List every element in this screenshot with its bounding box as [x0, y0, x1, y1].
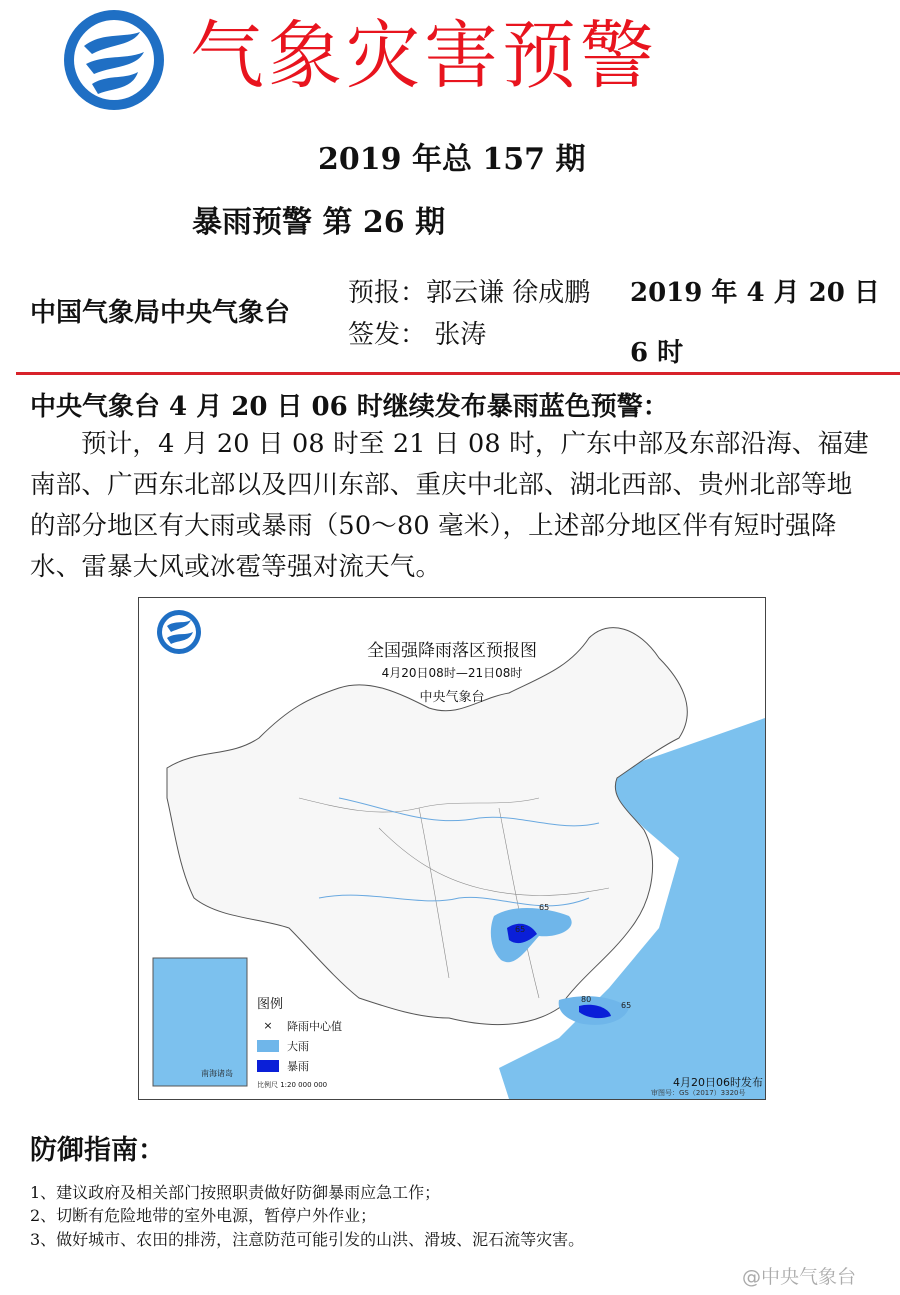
- center-value: 65: [539, 903, 550, 912]
- legend-title: 图例: [257, 997, 284, 1012]
- rainfall-forecast-map: [138, 597, 766, 1100]
- issue-datetime: 2019 年 4 月 20 日 6 时: [630, 278, 880, 368]
- center-value: 65: [515, 925, 526, 934]
- defense-item: 1、建议政府及相关部门按照职责做好防御暴雨应急工作；: [30, 1183, 441, 1202]
- map-title: 全国强降雨落区预报图: [367, 641, 537, 661]
- map-time-range: 4月20日08时—21日08时: [381, 666, 523, 680]
- center-value: 65: [621, 1001, 632, 1010]
- notice-headline: 中央气象台 4 月 20 日 06 时继续发布暴雨蓝色预警：: [30, 392, 669, 422]
- light-blue-swatch-icon: [257, 1040, 279, 1052]
- header-divider: [16, 372, 900, 375]
- forecaster: 预报：郭云谦 徐成鹏: [348, 278, 591, 308]
- legend-item: [257, 1056, 357, 1076]
- map-org: 中央气象台: [419, 690, 485, 705]
- dark-blue-swatch-icon: [257, 1060, 279, 1072]
- defense-item: 3、做好城市、农田的排涝，注意防范可能引发的山洪、滑坡、泥石流等灾害。: [30, 1230, 585, 1249]
- legend-label: 暴雨: [287, 1060, 309, 1073]
- map-review-number: 审图号：GS（2017）3320号: [651, 1089, 746, 1097]
- signer: 签发： 张涛: [348, 320, 487, 350]
- issue-total: 2019 年总 157 期: [318, 142, 586, 177]
- legend-item: [257, 1016, 357, 1036]
- legend-label: 大雨: [287, 1040, 309, 1053]
- notice-body: 预计，4 月 20 日 08 时至 21 日 08 时，广东中部及东部沿海、福建南部、广西东北部以及四川东部、重庆中北部、湖北西部、贵州北部等地的部分地区有大雨或暴雨（50～80 毫米），上述部分地区伴有短时强降水、雷暴大风或冰雹等强对流天气。: [30, 429, 869, 582]
- legend-item: [257, 1036, 357, 1056]
- map-scale: 比例尺 1:20 000 000: [257, 1081, 328, 1089]
- weibo-watermark: @中央气象台: [742, 1266, 857, 1288]
- cross-icon: ×: [263, 1019, 273, 1032]
- defense-item: 2、切断有危险地带的室外电源，暂停户外作业；: [30, 1206, 377, 1225]
- center-value: 80: [581, 995, 592, 1004]
- map-legend: [257, 993, 357, 1076]
- map-issued: 4月20日06时发布: [673, 1076, 763, 1089]
- issue-warning: 暴雨预警 第 26 期: [192, 205, 446, 240]
- organization: 中国气象局中央气象台: [30, 298, 291, 328]
- document-title: 气象灾害预警: [190, 13, 658, 99]
- inset-label: 南海诸岛: [201, 1069, 233, 1078]
- cma-wave-logo-icon: [62, 8, 166, 112]
- legend-label: 降雨中心值: [287, 1020, 342, 1033]
- defense-title: 防御指南：: [30, 1135, 165, 1166]
